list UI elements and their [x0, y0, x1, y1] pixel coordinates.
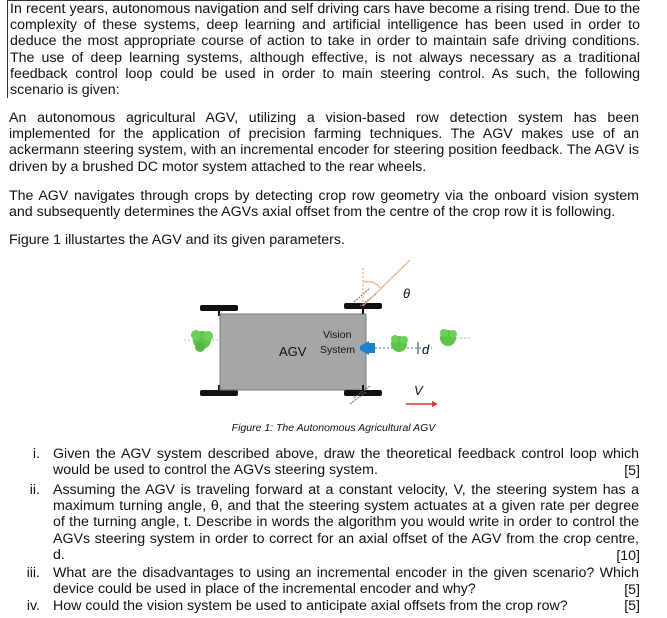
- vision-label: Vision: [323, 329, 352, 341]
- question-2: [10, 482, 640, 564]
- question-marks: [5]: [624, 582, 640, 598]
- velocity-label: V: [414, 383, 423, 398]
- question-marks: [5]: [624, 463, 640, 479]
- question-4: [10, 598, 640, 616]
- question-text: Given the AGV system described above, draw the theoretical feedback control loop which would be used to control the AGVs steering system.: [53, 446, 639, 479]
- intro-paragraph: In recent years, autonomous navigation and self driving cars have become a rising trend. Due to the complexity of these systems, deep learning and artificial intelligence has been used in order to deduce the most appropriate course of action to take in order to maintain safe driving conditions. The use of deep learning systems, although effective, is not always necessary as a traditional feedback control loop could be used in order to main steering control. As such, the following scenario is given:: [7, 0, 640, 98]
- right-crop-icon-1: [391, 335, 408, 352]
- left-crop-icon: [191, 330, 213, 352]
- question-number: ii.: [29, 482, 40, 498]
- navigation-paragraph: The AGV navigates through crops by detecting crop row geometry via the onboard vision system and subsequently determines the AGVs axial offset from the centre of the crop row it is following.: [9, 188, 639, 221]
- figure-reference-paragraph: Figure 1 illustartes the AGV and its given parameters.: [9, 232, 345, 248]
- question-number: iv.: [26, 598, 40, 614]
- front-right-wheel: [344, 390, 382, 396]
- theta-label: θ: [403, 286, 411, 301]
- rear-left-wheel: [200, 305, 238, 311]
- d-label: d: [422, 342, 430, 357]
- question-marks: [10]: [616, 548, 640, 564]
- question-number: iii.: [26, 565, 40, 581]
- agv-figure: [170, 258, 480, 418]
- figure-caption: Figure 1: The Autonomous Agricultural AGV: [231, 422, 436, 434]
- question-text: How could the vision system be used to anticipate axial offsets from the crop row?: [53, 598, 568, 614]
- question-1: [10, 446, 640, 480]
- question-text: What are the disadvantages to using an incremental encoder in the given scenario? Which device could be used in place of the incremental encoder and why?: [53, 565, 639, 598]
- question-marks: [5]: [624, 598, 640, 614]
- question-3: [10, 565, 640, 599]
- agv-label: AGV: [279, 344, 307, 359]
- scenario-paragraph: An autonomous agricultural AGV, utilizing a vision-based row detection system has been implemented for the application of precision farming techniques. The AGV makes use of an ackermann steering system, with an incremental encoder for steering position feedback. The AGV is driven by a brushed DC motor system attached to the rear wheels.: [9, 110, 639, 175]
- system-label: System: [320, 344, 356, 356]
- question-number: i.: [32, 446, 40, 462]
- rear-right-wheel: [200, 390, 238, 396]
- question-text: Assuming the AGV is traveling forward at a constant velocity, V, the steering system has a maximum turning angle, θ, and that the steering system actuates at a given rate per degree of the turning angle, t. Describe in words the algorithm you would write in order to control the AGVs steering system in order to correct for an axial offset of the AGV from the crop centre, d.: [53, 482, 639, 563]
- right-crop-icon-2: [440, 329, 457, 346]
